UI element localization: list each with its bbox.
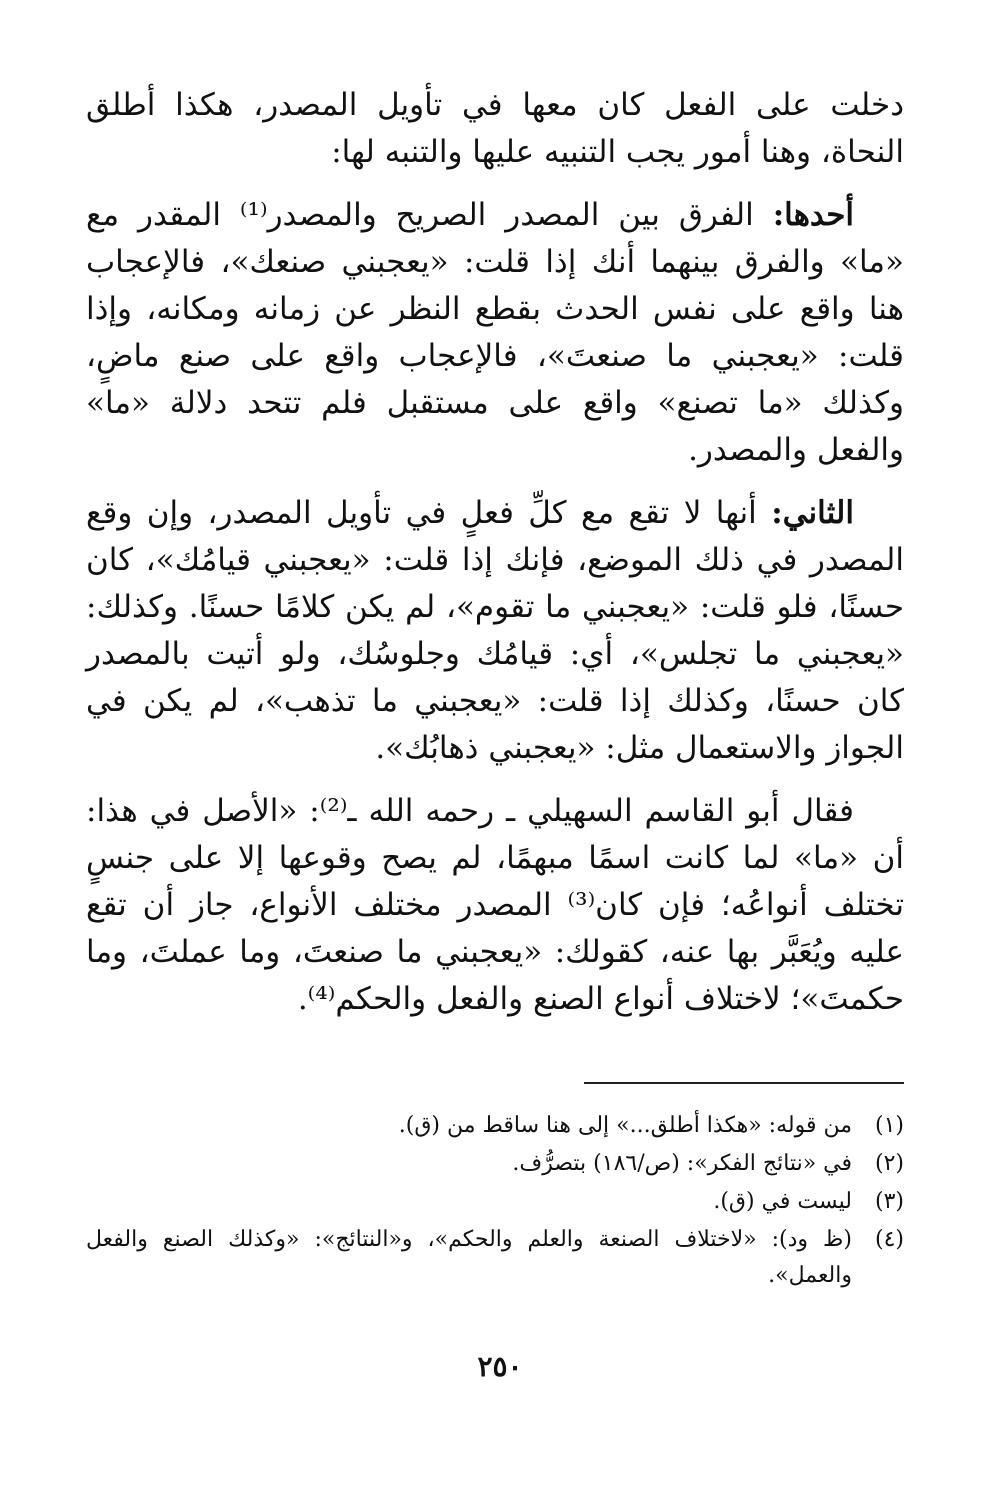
paragraph-4 <box>86 788 904 1023</box>
paragraph-2 <box>86 192 904 474</box>
footnote-number: (١) <box>874 1113 904 1138</box>
footnote-text: ليست في (ق). <box>713 1189 852 1214</box>
footnote <box>86 1108 904 1144</box>
paragraph-text: أنها لا تقع مع كلِّ فعلٍ في تأويل المصدر، وإن وقع المصدر في ذلك الموضع، فإنك إذا قلت: «يعجبني قيامُك»، كان حسنًا، فلو قلت: «يعجبني ما تقوم»، لم يكن كلامًا حسنًا. وكذلك: «يعجبني ما تجلس»، أي: قيامُك وجلوسُك، ولو أتيت بالمصدر كان حسنًا، وكذلك إذا قلت: «يعجبني ما تذهب»، لم يكن في الجواز والاستعمال مثل: «يعجبني ذهابُك». <box>86 495 904 766</box>
footnotes <box>86 1108 904 1296</box>
footnote-divider <box>584 1082 904 1084</box>
main-text <box>86 82 904 1039</box>
footnote-number: (٣) <box>874 1189 904 1214</box>
paragraph-lead: أحدها: <box>772 197 854 233</box>
footnote-number: (٢) <box>874 1151 904 1176</box>
footnote-text: من قوله: «هكذا أطلق...» إلى هنا ساقط من (ق). <box>398 1113 852 1138</box>
footnote-text: (ظ ود): «لاختلاف الصنعة والعلم والحكم»، و«النتائج»: «وكذلك الصنع والفعل والعمل». <box>86 1227 852 1288</box>
footnote <box>86 1222 904 1294</box>
footnote <box>86 1146 904 1182</box>
paragraph-text: دخلت على الفعل كان معها في تأويل المصدر، هكذا أطلق النحاة، وهنا أمور يجب التنبيه عليها والتنبه لها: <box>86 87 904 170</box>
paragraph-1 <box>86 82 904 176</box>
paragraph-text: فقال أبو القاسم السهيلي ـ رحمه الله ـ⁽²⁾: «الأصل في هذا: أن «ما» لما كانت اسمًا مبهمًا، لم يصح وقوعها إلا على جنسٍ تختلف أنواعُه؛ فإن كان⁽³⁾ المصدر مختلف الأنواع، جاز أن تقع عليه ويُعَبَّر بها عنه، كقولك: «يعجبني ما صنعتَ، وما عملتَ، وما حكمتَ»؛ لاختلاف أنواع الصنع والفعل والحكم⁽⁴⁾. <box>86 793 904 1017</box>
footnote-number: (٤) <box>874 1227 904 1252</box>
paragraph-lead: الثاني: <box>771 495 854 531</box>
footnote-text: في «نتائج الفكر»: (ص/١٨٦) بتصرُّف. <box>512 1151 852 1176</box>
paragraph-3 <box>86 490 904 772</box>
paragraph-text: الفرق بين المصدر الصريح والمصدر⁽¹⁾ المقدر مع «ما» والفرق بينهما أنك إذا قلت: «يعجبني صنعك»، فالإعجاب هنا واقع على نفس الحدث بقطع النظر عن زمانه ومكانه، وإذا قلت: «يعجبني ما صنعتَ»، فالإعجاب واقع على صنع ماضٍ، وكذلك «ما تصنع» واقع على مستقبل فلم تتحد دلالة «ما» والفعل والمصدر. <box>86 197 904 468</box>
page-number: ٢٥٠ <box>477 1350 523 1383</box>
footnote <box>86 1184 904 1220</box>
